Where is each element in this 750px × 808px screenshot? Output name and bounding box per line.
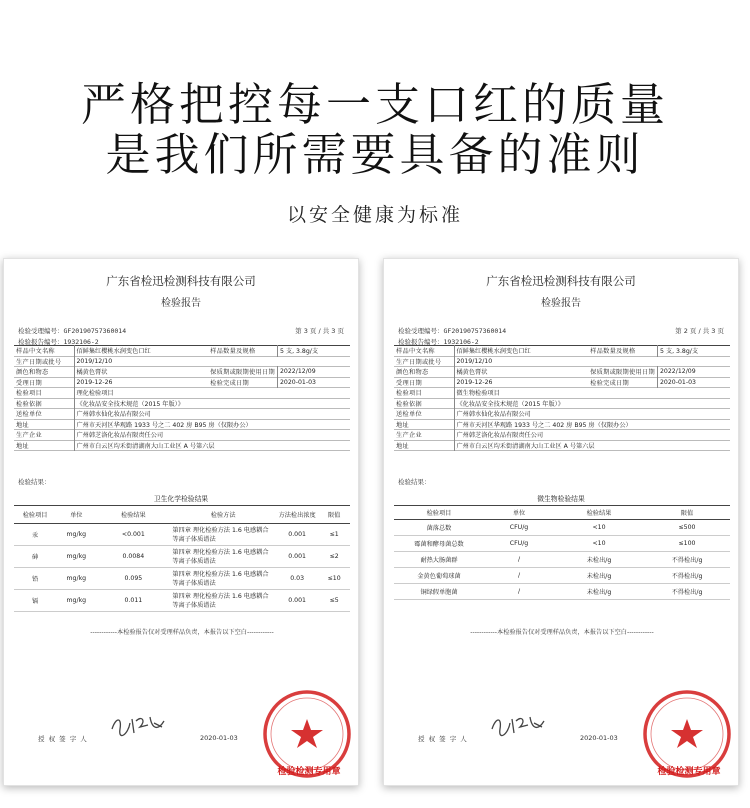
info-row: 送检单位 广州韩水仙化妆品有限公司 [14, 409, 350, 420]
handwritten-signature [108, 709, 168, 739]
table-row: 耐热大肠菌群 / 未检出/g 不得检出/g [394, 552, 730, 568]
results-header-row: 检验项目 单位 检验结果 检验方法 方法检出浓度 限值 [14, 506, 350, 524]
table-row: 金黄色葡萄球菌 / 未检出/g 不得检出/g [394, 568, 730, 584]
end-note: ------------本检验报告仅对受理样品负责，本报告以下空白------------ [90, 629, 274, 636]
signatory-label: 授 权 签 字 人 [38, 735, 88, 743]
report-number: 检验报告编号：1932106-2 [18, 338, 99, 346]
info-row: 地址 广州市天河区华观路 1933 号之二 402 房 B95 房（仅限办公） [14, 419, 350, 430]
info-row: 地址 广州市白云区均禾街清湖南大山工业区 A 号第六层 [394, 440, 730, 451]
info-row: 颜色和物态 橘黄色膏状 保质期或限期使用日期 2022/12/09 [14, 367, 350, 378]
stamp-label: 检验检测专用章 [277, 767, 341, 777]
results-table [394, 505, 730, 600]
info-row: 送检单位 广州韩水仙化妆品有限公司 [394, 409, 730, 420]
info-row: 受理日期 2019-12-26 检验完成日期 2020-01-03 [14, 377, 350, 388]
info-row: 样品中文名称 佰鲜集红樱桃水润变色口红 样品数量及规格 5 支, 3.8g/支 [14, 346, 350, 357]
results-label: 检验结果： [18, 478, 51, 486]
page-number: 第 2 页 / 共 3 页 [675, 327, 724, 335]
info-row: 生产日期或批号 2019/12/10 [14, 356, 350, 367]
results-table-title: 卫生化学检验结果 [153, 495, 209, 503]
table-row: 铅 mg/kg 0.095 第四章 理化检验方法 1.6 电感耦合等离子体质谱法 0.03 ≤10 [14, 568, 350, 590]
info-row: 颜色和物态 橘黄色膏状 保质期或限期使用日期 2022/12/09 [394, 367, 730, 378]
info-row: 地址 广州市天河区华观路 1933 号之二 402 房 B95 房（仅限办公） [394, 419, 730, 430]
signatory-label: 授 权 签 字 人 [418, 735, 468, 743]
info-row: 生产企业 广州韩芝洛化妆品有限责任公司 [394, 430, 730, 441]
info-row: 地址 广州市白云区均禾街清湖南大山工业区 A 号第六层 [14, 440, 350, 451]
stamp-label: 检验检测专用章 [657, 767, 721, 777]
results-table-title: 微生物检验结果 [537, 495, 585, 503]
inspection-report-microbial [383, 258, 739, 786]
headline-line-2: 是我们所需要具备的准则 [105, 128, 645, 181]
sign-date: 2020-01-03 [580, 734, 618, 742]
report-title: 检验报告 [161, 298, 201, 309]
end-note: ------------本检验报告仅对受理样品负责，本报告以下空白------------ [470, 629, 654, 636]
report-title: 检验报告 [541, 298, 581, 309]
sample-info-table [394, 345, 730, 451]
table-row: 霉菌和酵母菌总数 CFU/g <10 ≤100 [394, 536, 730, 552]
info-row: 检验依据 《化妆品安全技术规范（2015 年版）》 [394, 398, 730, 409]
table-row: 砷 mg/kg 0.0084 第四章 理化检验方法 1.6 电感耦合等离子体质谱法 0.001 ≤2 [14, 546, 350, 568]
results-table [14, 505, 350, 612]
results-header-row: 检验项目 单位 检验结果 限值 [394, 506, 730, 520]
info-row: 检验项目 微生物检验项目 [394, 388, 730, 399]
info-row: 样品中文名称 佰鲜集红樱桃水润变色口红 样品数量及规格 5 支, 3.8g/支 [394, 346, 730, 357]
results-label: 检验结果： [398, 478, 431, 486]
table-row: 菌落总数 CFU/g <10 ≤500 [394, 520, 730, 536]
info-row: 生产企业 广州韩芝洛化妆品有限责任公司 [14, 430, 350, 441]
subheadline: 以安全健康为标准 [286, 204, 463, 226]
page-number: 第 3 页 / 共 3 页 [295, 327, 344, 335]
info-row: 生产日期或批号 2019/12/10 [394, 356, 730, 367]
info-row: 受理日期 2019-12-26 检验完成日期 2020-01-03 [394, 377, 730, 388]
info-row: 检验项目 理化检验项目 [14, 388, 350, 399]
acceptance-number: 检验受理编号：GF20190757360014 [18, 327, 127, 335]
handwritten-signature [488, 709, 548, 739]
table-row: 汞 mg/kg <0.001 第四章 理化检验方法 1.6 电感耦合等离子体质谱法 0.001 ≤1 [14, 524, 350, 546]
table-row: 铜绿假单胞菌 / 未检出/g 不得检出/g [394, 584, 730, 600]
sample-info-table [14, 345, 350, 451]
inspection-report-chemical [3, 258, 359, 786]
report-number: 检验报告编号：1932106-2 [398, 338, 479, 346]
table-row: 镉 mg/kg 0.011 第四章 理化检验方法 1.6 电感耦合等离子体质谱法 0.001 ≤5 [14, 590, 350, 612]
report-company: 广东省检迅检测科技有限公司 [486, 274, 636, 288]
sign-date: 2020-01-03 [200, 734, 238, 742]
report-company: 广东省检迅检测科技有限公司 [106, 274, 256, 288]
info-row: 检验依据 《化妆品安全技术规范（2015 年版）》 [14, 398, 350, 409]
headline-line-1: 严格把控每一支口红的质量 [80, 78, 669, 131]
acceptance-number: 检验受理编号：GF20190757360014 [398, 327, 507, 335]
